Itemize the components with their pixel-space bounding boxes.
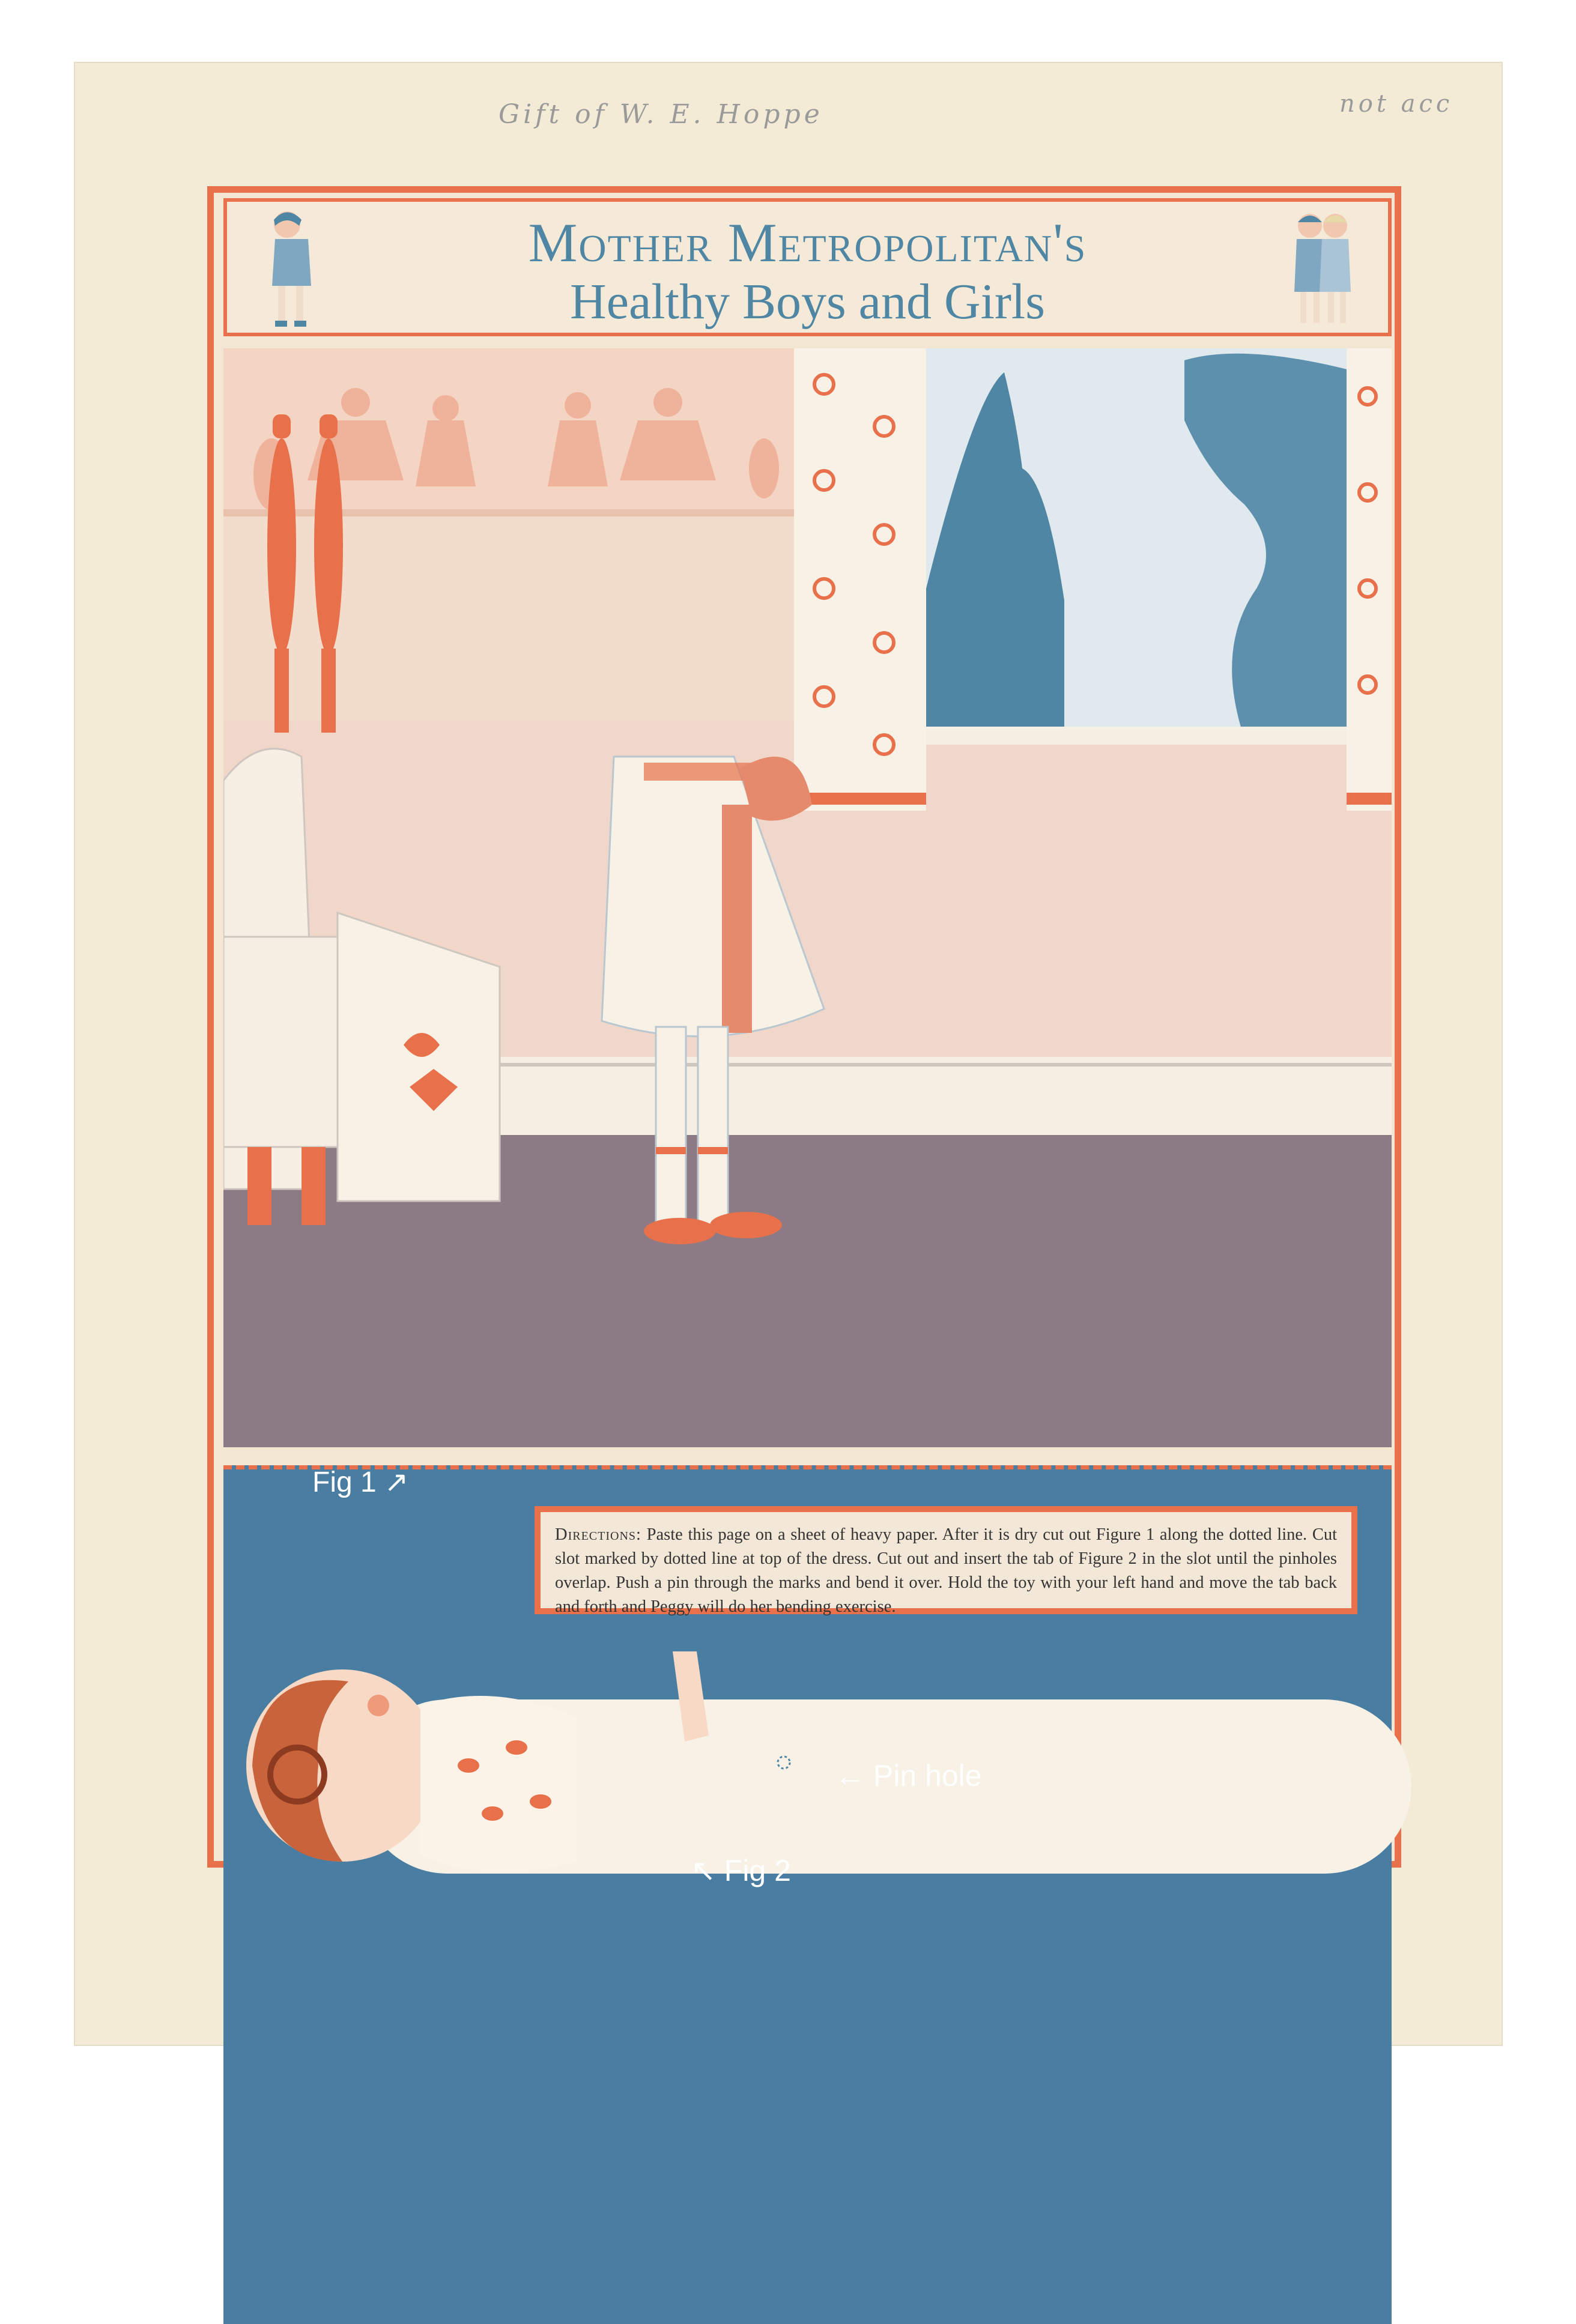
directions-text: Paste this page on a sheet of heavy paper. After it is dry cut out Figure 1 along the dotted line. Cut slot marked by dotted line at top of the dress. Cut out and insert the tab of Figure 2 in the slot until the pinholes overlap. Push a pin through the marks and bend it over. Hold the toy with your left hand and move the tab back and forth and Peggy will do her bending exercise. [555,1525,1338,1616]
curtain-left [794,348,926,811]
title-banner [223,198,1392,336]
page-subtitle: Healthy Boys and Girls [570,274,1045,330]
pin-hole-label: ← Pin hole [835,1759,982,1793]
directions-heading: Directions: [555,1525,641,1544]
figure-2-cutout [240,1645,1417,1934]
handwritten-gift-note: Gift of W. E. Hoppe [499,99,823,130]
bedroom-illustration [223,348,1392,1447]
directions-box [535,1506,1357,1614]
curtain-right [1347,348,1392,811]
handwritten-corner-note: not acc [1339,90,1453,118]
figure-2-label: ↖ Fig 2 [691,1854,791,1887]
page-title: Mother Metropolitan's [528,212,1087,273]
figure-1-label: Fig 1 ↗ [312,1466,409,1498]
